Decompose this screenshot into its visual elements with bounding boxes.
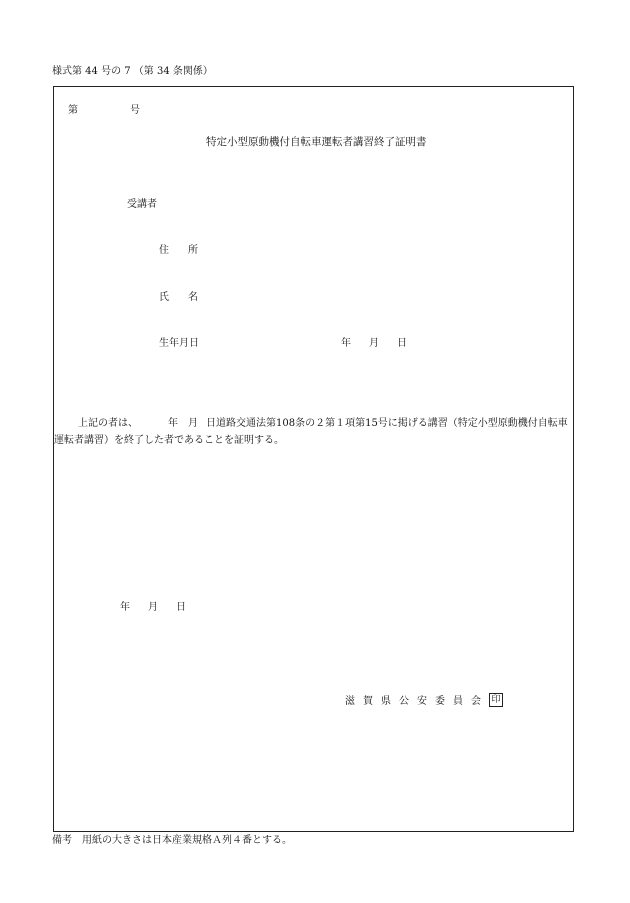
issuer-char: 公 (399, 695, 409, 707)
issuer-char: 安 (417, 695, 427, 707)
issuer-char: 員 (453, 695, 463, 707)
address-label-char-1: 住 (159, 245, 169, 256)
certificate-number-prefix: 第 (68, 105, 78, 116)
form-reference: 様式第 44 号の 7 （第 34 条関係） (52, 66, 213, 77)
statement-year: 年 (168, 418, 178, 429)
dob-day-label: 日 (397, 338, 407, 349)
dob-year-label: 年 (341, 338, 351, 349)
address-label-char-2: 所 (188, 245, 198, 256)
issue-month-label: 月 (148, 602, 158, 613)
issuer-char: 県 (381, 695, 391, 707)
statement-part-1: 上記の者は、 (78, 418, 138, 429)
date-of-birth-fields (341, 339, 407, 349)
attendee-label: 受講者 (127, 199, 157, 210)
issue-year-label: 年 (120, 602, 130, 613)
issue-day-label: 日 (176, 602, 186, 613)
certificate-number-suffix: 号 (130, 105, 140, 116)
document-title: 特定小型原動機付自転車運転者講習終了証明書 (206, 136, 427, 148)
issuer-char: 賀 (363, 695, 373, 707)
name-label-char-1: 氏 (159, 292, 169, 303)
seal-mark: 印 (489, 693, 503, 707)
date-of-birth-label: 生年月日 (159, 338, 199, 349)
issuer-char: 委 (435, 695, 445, 707)
certification-statement (54, 415, 576, 449)
issuer-char: 滋 (345, 695, 355, 707)
statement-part-2: 日道路交通法第108条の２第１項第15号に掲げる講習（特定小型原動機付自転車 (206, 418, 568, 429)
name-label-char-2: 名 (188, 292, 198, 303)
address-label (159, 246, 198, 256)
statement-month: 月 (188, 418, 198, 429)
issuer-char: 会 (471, 695, 481, 707)
form-frame (53, 86, 574, 832)
name-label (159, 293, 198, 303)
statement-line-2: 運転者講習）を終了した者であることを証明する。 (54, 435, 284, 446)
footnote: 備考 用紙の大きさは日本産業規格Ａ列４番とする。 (52, 835, 292, 846)
dob-month-label: 月 (369, 338, 379, 349)
issue-date (120, 603, 186, 613)
issuer (345, 695, 503, 707)
